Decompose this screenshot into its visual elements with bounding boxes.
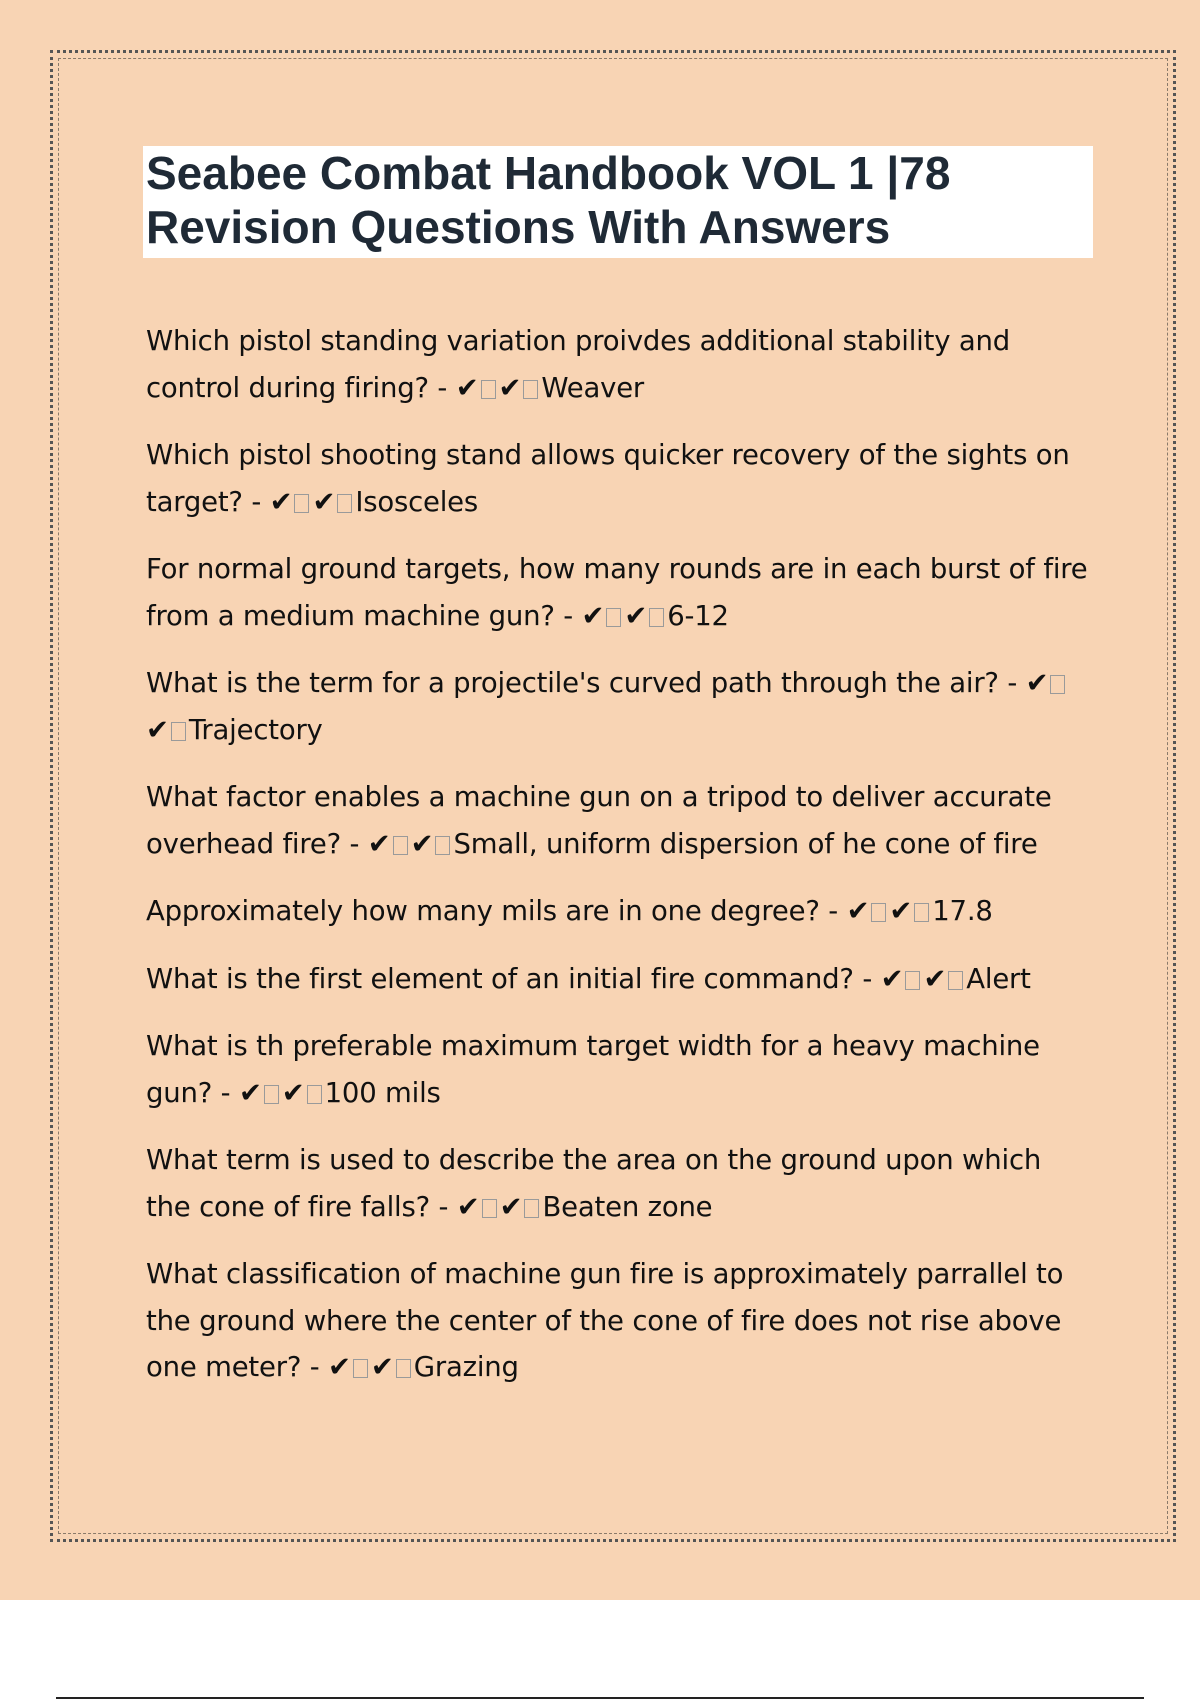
- empty-box-icon: [948, 971, 963, 990]
- separator: -: [819, 895, 847, 927]
- empty-box-icon: [171, 722, 186, 741]
- empty-box-icon: [481, 380, 496, 399]
- answer-text: Isosceles: [355, 485, 479, 518]
- separator: -: [428, 371, 456, 404]
- page-divider-line: [56, 1697, 1144, 1699]
- check-icon: ✔: [624, 599, 648, 632]
- question-text: What is th preferable maximum target width for a heavy machine gun?: [146, 1030, 1040, 1109]
- empty-box-icon: [905, 971, 920, 990]
- answer-text: Weaver: [541, 371, 645, 404]
- check-icon: ✔: [281, 1076, 305, 1109]
- question-text: Approximately how many mils are in one degree?: [146, 895, 820, 927]
- qa-item: [146, 1137, 1091, 1230]
- separator: -: [429, 1190, 457, 1223]
- qa-item: [146, 660, 1091, 753]
- empty-box-icon: [337, 494, 352, 513]
- separator: -: [242, 485, 270, 518]
- empty-box-icon: [871, 903, 886, 922]
- check-icon: ✔: [581, 599, 605, 632]
- check-icon: ✔: [880, 962, 904, 995]
- qa-item: [146, 1023, 1091, 1116]
- check-icon: ✔: [238, 1076, 262, 1109]
- separator: -: [853, 962, 881, 995]
- qa-list: [146, 318, 1091, 1412]
- check-icon: ✔: [455, 371, 479, 404]
- empty-box-icon: [523, 380, 538, 399]
- empty-box-icon: [1050, 675, 1065, 694]
- separator: -: [212, 1076, 239, 1109]
- check-icon: ✔: [499, 1190, 523, 1223]
- question-text: Which pistol standing variation proivdes additional stability and control during firing?: [146, 325, 1010, 404]
- check-icon: ✔: [370, 1351, 394, 1383]
- empty-box-icon: [649, 608, 664, 627]
- empty-box-icon: [353, 1359, 368, 1378]
- check-icon: ✔: [498, 371, 522, 404]
- check-icon: ✔: [923, 962, 947, 995]
- qa-item: [146, 888, 1091, 935]
- qa-item: [146, 318, 1091, 411]
- check-icon: ✔: [1025, 667, 1049, 699]
- qa-item: [146, 956, 1091, 1003]
- answer-text: Beaten zone: [542, 1190, 713, 1223]
- check-icon: ✔: [328, 1351, 351, 1383]
- empty-box-icon: [396, 1359, 411, 1378]
- answer-text: Alert: [966, 962, 1031, 995]
- question-text: What is the first element of an initial fire command?: [146, 962, 854, 995]
- separator: -: [998, 667, 1026, 699]
- question-text: What factor enables a machine gun on a tripod to deliver accurate overhead fire?: [146, 781, 1052, 860]
- question-text: For normal ground targets, how many rounds are in each burst of fire from a medium machine gun?: [146, 553, 1088, 632]
- empty-box-icon: [482, 1199, 497, 1218]
- answer-text: Trajectory: [188, 713, 323, 746]
- page-title: Seabee Combat Handbook VOL 1 |78 Revision Questions With Answers: [146, 147, 951, 253]
- check-icon: ✔: [846, 895, 870, 927]
- qa-item: [146, 546, 1091, 639]
- separator: -: [340, 827, 368, 860]
- answer-text: Small, uniform dispersion of he cone of fire: [453, 827, 1038, 860]
- question-text: Which pistol shooting stand allows quicker recovery of the sights on target?: [146, 439, 1070, 518]
- check-icon: ✔: [456, 1190, 480, 1223]
- empty-box-icon: [307, 1085, 322, 1104]
- answer-text: 6-12: [667, 599, 729, 632]
- question-text: What term is used to describe the area on the ground upon which the cone of fire falls?: [146, 1144, 1042, 1223]
- empty-box-icon: [914, 903, 929, 922]
- check-icon: ✔: [367, 827, 391, 860]
- check-icon: ✔: [889, 895, 913, 927]
- empty-box-icon: [393, 836, 408, 855]
- answer-text: Grazing: [413, 1351, 519, 1383]
- empty-box-icon: [435, 836, 450, 855]
- qa-item: [146, 1251, 1091, 1391]
- check-icon: ✔: [410, 827, 434, 860]
- empty-box-icon: [294, 494, 309, 513]
- answer-text: 17.8: [932, 895, 993, 927]
- question-text: What classification of machine gun fire is approximately parrallel to the ground where the center of the cone of fire does not rise above one meter?: [146, 1258, 1064, 1383]
- separator: -: [554, 599, 582, 632]
- check-icon: ✔: [269, 485, 293, 518]
- answer-text: 100 mils: [324, 1076, 441, 1109]
- empty-box-icon: [264, 1085, 279, 1104]
- qa-item: [146, 432, 1091, 525]
- question-text: What is the term for a projectile's curved path through the air?: [146, 667, 999, 699]
- qa-item: [146, 774, 1091, 867]
- check-icon: ✔: [312, 485, 336, 518]
- separator: -: [301, 1351, 329, 1383]
- empty-box-icon: [606, 608, 621, 627]
- empty-box-icon: [524, 1199, 539, 1218]
- check-icon: ✔: [146, 713, 169, 746]
